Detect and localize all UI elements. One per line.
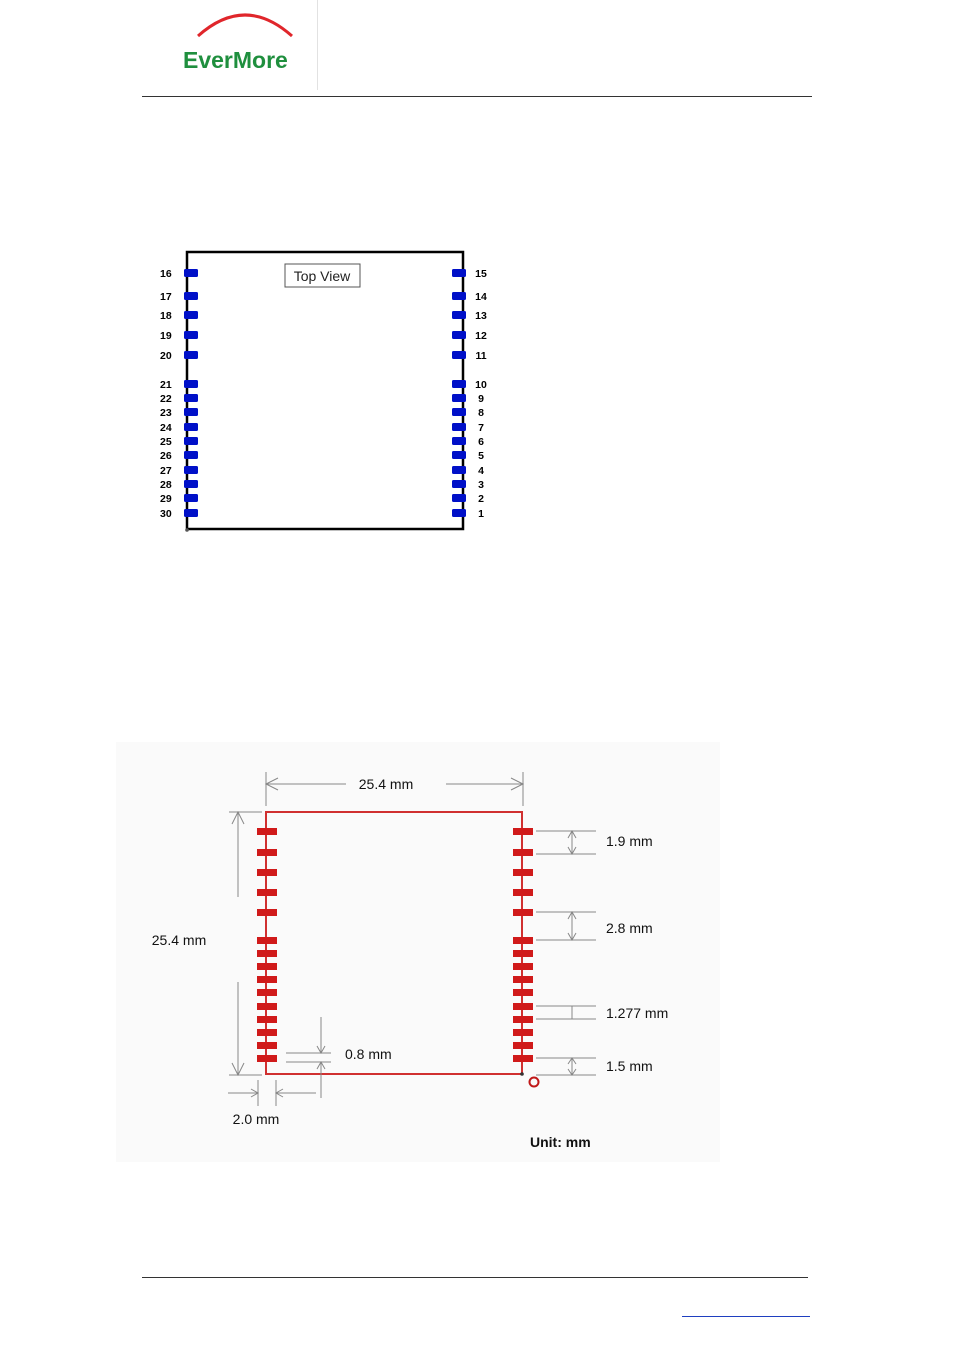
pitch-label-3: 1.277 mm [606, 1005, 669, 1021]
pad-length-label: 2.0 mm [232, 1111, 280, 1127]
pin-pad-left [184, 451, 198, 459]
pin-pad-left [184, 331, 198, 339]
footprint-pad-right [513, 889, 533, 896]
pin-number-right: 3 [478, 479, 484, 491]
pin-number-left: 20 [160, 350, 172, 362]
unit-label: Unit: mm [530, 1134, 591, 1150]
footprint-pad-left [257, 828, 277, 835]
footprint-pad-right [513, 909, 533, 916]
pitch-dimensions [536, 831, 596, 1075]
pin-number-right: 13 [475, 310, 487, 322]
footprint-diagram [116, 742, 720, 1162]
pin-pad-left [184, 437, 198, 445]
pinout-diagram [150, 240, 510, 540]
footprint-pad-left [257, 950, 277, 957]
footprint-pad-right [513, 1055, 533, 1062]
pin-number-right: 1 [478, 508, 484, 520]
footprint-pad-left [257, 1003, 277, 1010]
pin-pad-left [184, 408, 198, 416]
pin-number-left: 29 [160, 493, 172, 505]
footprint-pad-left [257, 989, 277, 996]
height-label: 25.4 mm [151, 932, 207, 948]
logo-text: EverMore [183, 47, 288, 73]
footprint-pad-left [257, 909, 277, 916]
pin-pad-right [452, 311, 466, 319]
pin-number-left: 23 [160, 407, 172, 419]
pin-number-left: 22 [160, 393, 172, 405]
pitch-label-2: 2.8 mm [606, 920, 653, 936]
header-rule [142, 96, 812, 97]
footprint-pad-left [257, 889, 277, 896]
pin1-circle-marker [530, 1078, 539, 1087]
footprint-pad-right [513, 937, 533, 944]
pin-number-left: 27 [160, 465, 172, 477]
pin-pad-left [184, 351, 198, 359]
footer-rule [142, 1277, 808, 1278]
pin-pad-right [452, 423, 466, 431]
footprint-pad-right [513, 1016, 533, 1023]
footprint-pad-left [257, 869, 277, 876]
pin-number-right: 6 [478, 436, 484, 448]
pin-number-right: 7 [478, 422, 484, 434]
pad-width-label: 0.8 mm [345, 1046, 392, 1062]
pin-pad-right [452, 380, 466, 388]
pin-pad-right [452, 451, 466, 459]
pin-number-left: 21 [160, 379, 172, 391]
pin-pad-right [452, 437, 466, 445]
footprint-pad-right [513, 976, 533, 983]
pin-pad-right [452, 394, 466, 402]
pin-number-right: 9 [478, 393, 484, 405]
pin-number-left: 28 [160, 479, 172, 491]
pin-pad-right [452, 509, 466, 517]
pin1-marker [185, 528, 189, 532]
footprint-outline [266, 812, 522, 1074]
pin-number-left: 30 [160, 508, 172, 520]
pin-number-left: 19 [160, 330, 172, 342]
pin-number-left: 16 [160, 268, 172, 280]
footprint-pad-right [513, 849, 533, 856]
pin-pad-right [452, 408, 466, 416]
pin-number-right: 8 [478, 407, 484, 419]
pin-number-left: 18 [160, 310, 172, 322]
origin-dot [520, 1072, 524, 1076]
pin-pad-left [184, 394, 198, 402]
footprint-pad-right [513, 828, 533, 835]
footprint-pad-right [513, 963, 533, 970]
footprint-pad-left [257, 976, 277, 983]
pin-pad-right [452, 269, 466, 277]
pin-number-right: 14 [475, 291, 487, 303]
pin-number-left: 26 [160, 450, 172, 462]
pin-number-right: 15 [475, 268, 487, 280]
pin-pad-left [184, 423, 198, 431]
footer-link[interactable] [682, 1300, 810, 1317]
pin-number-left: 25 [160, 436, 172, 448]
footprint-pad-left [257, 1042, 277, 1049]
pin-pad-right [452, 331, 466, 339]
module-outline [187, 252, 463, 529]
pin-number-right: 11 [475, 350, 487, 362]
pin-number-left: 17 [160, 291, 172, 303]
footprint-pad-right [513, 1003, 533, 1010]
footprint-pad-left [257, 1055, 277, 1062]
pin-pad-left [184, 494, 198, 502]
pin-pad-right [452, 480, 466, 488]
pin-pad-left [184, 466, 198, 474]
pin-pad-left [184, 380, 198, 388]
pin-number-right: 2 [478, 493, 484, 505]
pin-pad-right [452, 351, 466, 359]
pin-pad-left [184, 269, 198, 277]
pin-pad-right [452, 292, 466, 300]
pitch-label-1: 1.9 mm [606, 833, 653, 849]
pad-width-dimension [286, 1017, 331, 1098]
header-divider [317, 0, 318, 90]
evermore-logo [150, 8, 320, 90]
footprint-pad-left [257, 937, 277, 944]
footprint-pad-right [513, 869, 533, 876]
footprint-pad-left [257, 1029, 277, 1036]
pin-number-right: 10 [475, 379, 487, 391]
pin-pad-left [184, 480, 198, 488]
logo-arc [198, 15, 292, 36]
pin-number-right: 5 [478, 450, 484, 462]
footprint-pad-right [513, 1029, 533, 1036]
top-view-label: Top View [293, 268, 351, 284]
footprint-pad-left [257, 1016, 277, 1023]
pin-number-right: 4 [478, 465, 484, 477]
pin-number-left: 24 [160, 422, 172, 434]
width-label: 25.4 mm [358, 776, 414, 792]
footprint-pad-right [513, 989, 533, 996]
pin-pad-left [184, 292, 198, 300]
footprint-pad-left [257, 849, 277, 856]
pad-length-dimension [228, 1080, 316, 1106]
pin-pad-left [184, 311, 198, 319]
pin-number-right: 12 [475, 330, 487, 342]
pin-pad-right [452, 466, 466, 474]
pin-pad-left [184, 509, 198, 517]
footprint-pad-left [257, 963, 277, 970]
pitch-label-4: 1.5 mm [606, 1058, 653, 1074]
pin-pad-right [452, 494, 466, 502]
footprint-pad-right [513, 950, 533, 957]
footprint-pad-right [513, 1042, 533, 1049]
